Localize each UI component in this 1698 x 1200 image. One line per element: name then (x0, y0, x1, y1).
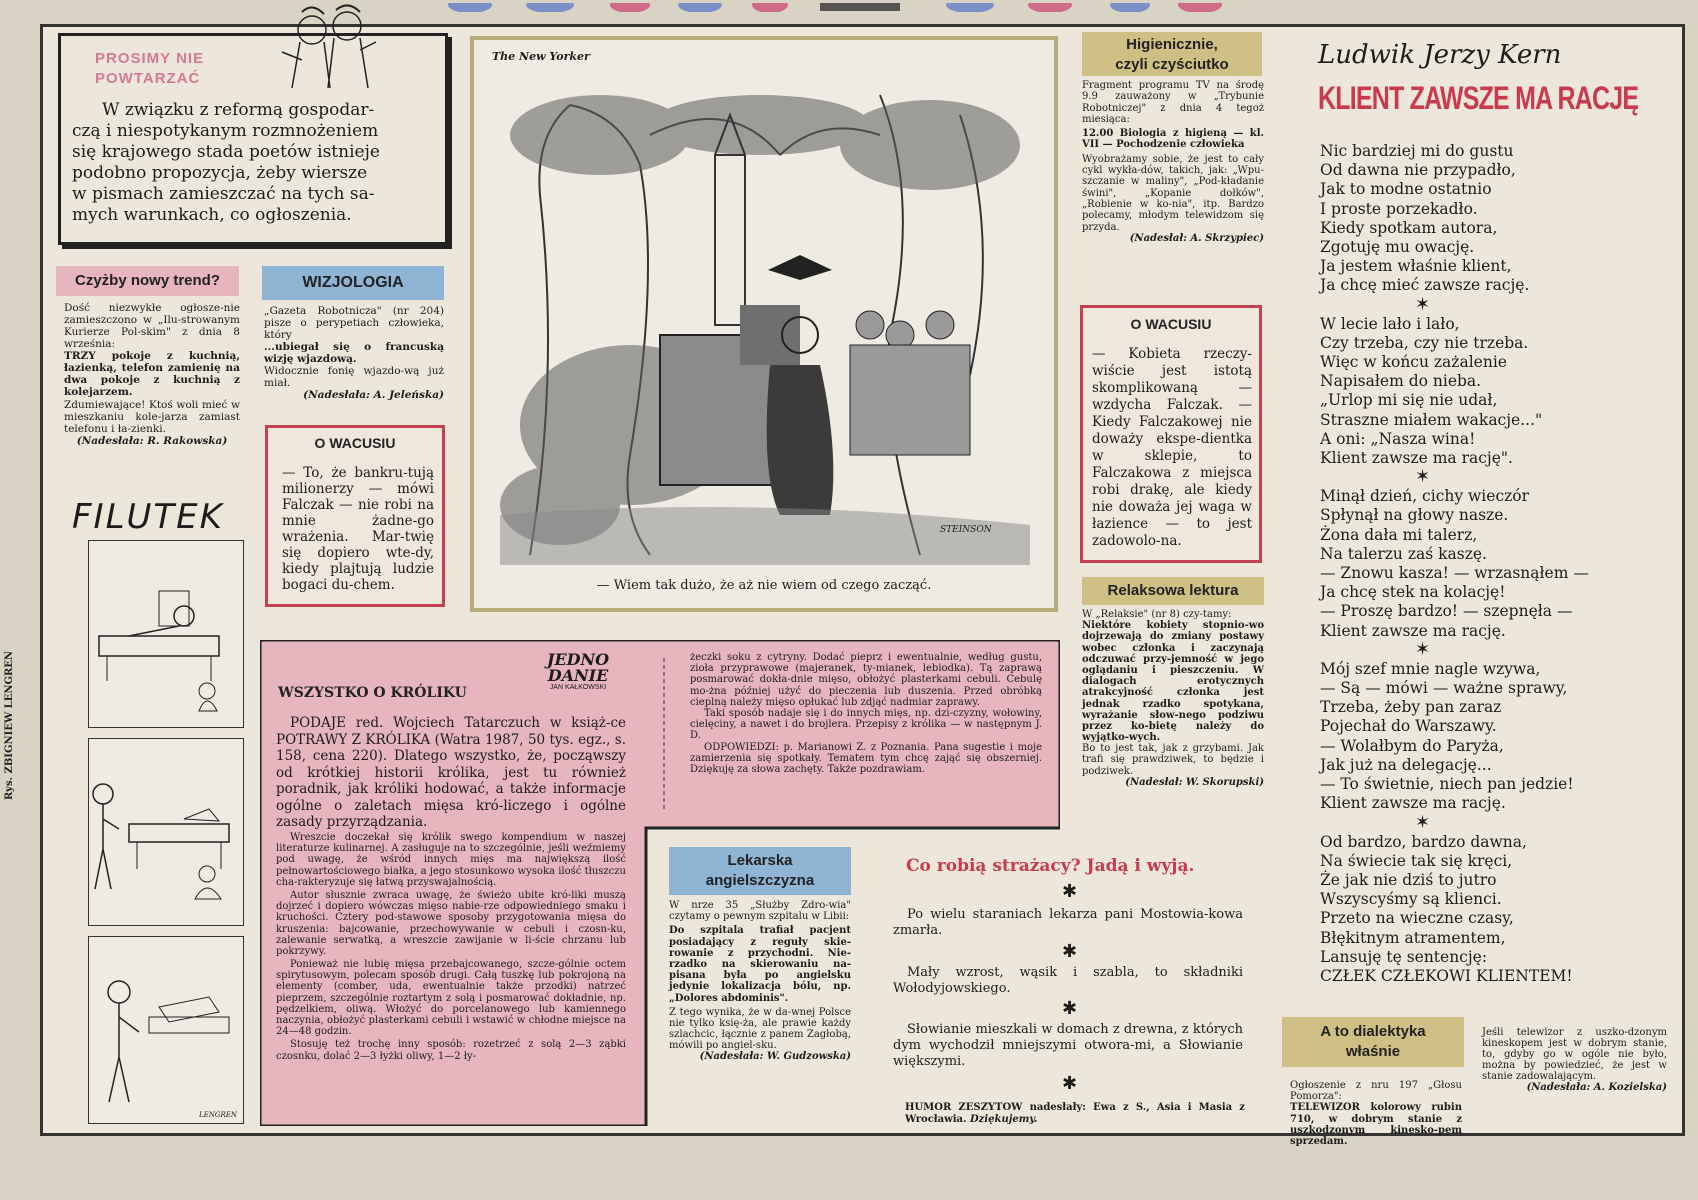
wizjologia-article (264, 305, 444, 402)
higiena-title-1: Higienicznie, (1126, 36, 1218, 53)
poem-line: Zgotuję mu owację. (1320, 238, 1475, 257)
relaks-title: Relaksowa lektura (1082, 577, 1264, 605)
cartoon-illustration (500, 75, 1030, 565)
lekarska-quote: Do szpitala trafiał pacjent posiadający z reguły skie-rowanie z przychodni. Nie-rzadko na skierowaniu na-pisana była po angielsku jedynie lokalizacja bólu, np. „Dolores abdominis". (669, 925, 851, 1004)
poem-stanza (1320, 833, 1670, 987)
wizjologia-sender: (Nadesłała: A. Jeleńska) (303, 389, 444, 402)
side-credit: Rys. ZBIGNIEW LENGREN (4, 650, 15, 800)
poem-line: Od dawna nie przypadło, (1320, 161, 1516, 180)
krolik-col2 (690, 652, 1042, 775)
higiena-comment: Wyobrażamy sobie, że jest to cały cykl wykła-dów, takich, jak: „Wpu-szczanie w maliny", „Pod-kładanie świni", „Kopanie dołków", „Robienie w ko-nia", itp. Bardzo polecamy, młodym telewidzom się przyda. (1082, 153, 1264, 233)
wacus2-text: — Kobieta rzeczy-wiście jest istotą skomplikowaną — wzdycha Falczak. — Kiedy Falczakowej nie doważy ekspe-dientka w sklepie, to Falczakowa z miejsca robi drakę, ale kiedy nie doważa jej waga w łazience — to jest zadowolo-na. (1092, 346, 1252, 549)
trend-article (64, 302, 240, 447)
krolik-logo-author: JAN KAŁKOWSKI (549, 684, 607, 691)
trend-intro: Dość niezwykłe ogłosze-nie zamieszczono w „Ilu-strowanym Kurierze Pol-skim" z dnia 8 września: (64, 302, 240, 351)
poem-line: Kiedy spotkam autora, (1320, 218, 1498, 237)
poem-line: — Znowu kasza! — wrzasnąłem — (1320, 564, 1589, 583)
krolik-col2b: Taki sposób nadaje się i do innych mięs, np. dzi-czyzny, wołowiny, cielęciny, a nawet i do brojlera. Przepisy z królika — w następnym J. D. (690, 707, 1042, 742)
dialekt-quote: TELEWIZOR kolorowy rubin 710, w dobrym stanie z uszkodzonym kinesko-pem sprzedam. (1290, 1102, 1462, 1147)
filutek-drawing-2 (89, 739, 243, 925)
poem-star: ✶ (1415, 811, 1431, 833)
lekarska-sender: (Nadesłała: W. Gudzowska) (699, 1051, 851, 1063)
dialekt-intro: Ogłoszenie z nru 197 „Głosu Pomorza": (1290, 1080, 1462, 1103)
wacus2-title: O WACUSIU (1130, 316, 1212, 332)
poem-line: I proste porzekadło. (1320, 199, 1478, 218)
krolik-para5: Stosuję też trochę inny sposób: rozetrzeć z solą 2—3 ząbki czosnku, dolać 2—3 łyżki oliwy, 1—2 ły- (276, 1039, 626, 1062)
krolik-logo-2: DANIE (547, 666, 609, 685)
krolik-para3: Autor słusznie zwraca uwagę, że świeżo ubite kró-liki muszą dojrzeć i dopiero wówczas mięso nabie-rze odpowiedniego smaku i kruchości. Cztery pod-stawowe sposoby przygotowania mięsa do kruszenia: bajcowanie, przechowywanie w cebuli i czosn-ku, zalewanie serwatką, a wreszcie zawijanie w li-ście chrzanu lub pokrzywy. (276, 889, 626, 957)
poem-line: — Są — mówi — ważne sprawy, (1320, 679, 1568, 698)
poem-line: — Wolałbym do Paryża, (1320, 736, 1504, 755)
higiena-intro: Fragment programu TV na środę 9.9 zauważony w „Trybunie Robotniczej" z dnia 4 tegoż miesiąca: (1082, 80, 1264, 125)
straz-star: ✱ (1062, 1073, 1078, 1094)
top-banner (440, 0, 1240, 12)
dialekt-sender: (Nadesłała: A. Kozielska) (1526, 1082, 1667, 1093)
krolik-col1 (276, 715, 626, 831)
filutek-signature: LENGREN (199, 1111, 237, 1119)
poem-line: Napisałem do nieba. (1320, 372, 1482, 391)
higiena-article (1082, 80, 1264, 244)
filutek-drawing-1 (89, 541, 243, 727)
straz-footer-lead: HUMOR ZESZYTOW nadesłały: Ewa z S., Asia i Masia z Wrocławia. (905, 1102, 1245, 1125)
wizjologia-intro: „Gazeta Robotnicza" (nr 204) pisze o perypetiach człowieka, który (264, 305, 444, 342)
straz-footer-thanks: Dziękujemy. (970, 1113, 1038, 1125)
lekarska-intro: W nrze 35 „Służby Zdro-wia" czytamy o pewnym szpitalu w Libii: (669, 900, 851, 923)
poem-stanza (1320, 660, 1670, 814)
poem-stanza (1320, 315, 1670, 469)
poem-line: A oni: „Nasza wina! (1320, 429, 1476, 448)
poem-line: Błękitnym atramentem, (1320, 928, 1506, 947)
poem-line: Przeto na wieczne czasy, (1320, 909, 1514, 928)
poem-line: „Urlop mi się nie udał, (1320, 391, 1498, 410)
poem-line: Lansuję tę sentencję: (1320, 947, 1488, 966)
poem-line: Czy trzeba, czy nie trzeba. (1320, 333, 1529, 352)
relaks-sender: (Nadesłał: W. Skorupski) (1125, 776, 1264, 788)
wizjologia-title: WIZJOLOGIA (262, 266, 444, 300)
dialekt-title-2: właśnie (1345, 1043, 1401, 1060)
poem-line: Więc w końcu zażalenie (1320, 353, 1507, 372)
prosimy-title-1: PROSIMY NIE (95, 50, 205, 67)
dialekt-title (1282, 1017, 1464, 1067)
higiena-title-2: czyli czyściutko (1115, 56, 1229, 73)
higiena-sender: (Nadesłał: A. Skrzypiec) (1129, 232, 1264, 244)
filutek-title: FILUTEK (72, 497, 224, 537)
higiena-quote: 12.00 Biologia z higieną — kl. VII — Pochodzenie człowieka (1082, 128, 1264, 151)
poem-line: Od bardzo, bardzo dawna, (1320, 832, 1527, 851)
trend-sender: (Nadesłała: R. Rakowska) (76, 434, 228, 447)
poem-line: Spłynął na głowy nasze. (1320, 506, 1509, 525)
dialekt-comment: Jeśli telewizor z uszko-dzonym kineskopem jest w dobrym stanie, to, gdyby go w ogóle nie było, można by powiedzieć, że jest w stanie zadowalającym. (1482, 1027, 1667, 1082)
poem-line: — Proszę bardzo! — szepnęła — (1320, 602, 1573, 621)
cartoon-signature: STEINSON (940, 525, 992, 535)
poem-star: ✶ (1415, 638, 1431, 660)
lekarska-title (669, 847, 851, 895)
relaks-article (1082, 609, 1264, 788)
krolik-col2a: żeczki soku z cytryny. Dodać pieprz i ewentualnie, według gustu, zioła przyprawowe (majeranek, ty-mianek, lebiodka). Tą zaprawą posmarować dokła-dnie mięso, obłożyć plasterkami cebuli. Cebulę mo-żna później użyć do pieczenia lub duszenia. Przed obróbką cieplną należy mięso opłukać lub zdjąć nadmiar zaprawy. (690, 652, 1042, 708)
prosimy-line: podobno propozycja, żeby wiersze (72, 163, 368, 183)
straz-title: Co robią strażacy? Jadą i wyją. (906, 856, 1195, 876)
poem-star: ✶ (1415, 293, 1431, 315)
poem-line: Mój szef mnie nagle wzywa, (1320, 659, 1541, 678)
poem-line: Żona dała mi talerz, (1320, 525, 1478, 544)
filutek-panel-3 (88, 936, 244, 1124)
relaks-quote: Niektóre kobiety stopnio-wo dojrzewają do zmiany postawy wobec członka i zaczynają odczuwać przy-jemność w jego oglądaniu i pieszczeniu. W dialogach erotycznych atrakcyjność członka jest jednak rzadko spotykana, wyrażanie słow-nego podziwu przez ko-bietę należy do wyjątko-wych. (1082, 620, 1264, 744)
poem-line: Jak to modne ostatnio (1320, 180, 1492, 199)
krolik-para2: Wreszcie doczekał się królik swego kompendium w naszej literaturze kulinarnej. A zasługuje na to szczególnie, jeśli weźmiemy pod uwagę, że wśród innych mięs ma największą ilość pełnowartościowego białka, a jego stosunkowo wysoka ilość tłuszczu cha-rakteryzuje się łatwą przyswajalnością. (276, 832, 626, 888)
prosimy-line: się krajowego stada poetów istnieje (72, 142, 380, 162)
poem-star: ✶ (1415, 466, 1431, 488)
trend-title: Czyżby nowy trend? (56, 266, 239, 296)
poem-line: Klient zawsze ma rację. (1320, 794, 1506, 813)
lekarska-article (669, 900, 851, 1063)
poem-line: Ja chcę mieć zawsze rację. (1320, 276, 1530, 295)
poem-line: Pojechał do Warszawy. (1320, 717, 1497, 736)
poem-line: Trzeba, żeby pan zaraz (1320, 698, 1502, 717)
prosimy-title-2: POWTARZAĆ (95, 70, 201, 87)
poem-line: Ja jestem właśnie klient, (1320, 257, 1512, 276)
wizjologia-comment: Widocznie fonię wjazdo-wą już miał. (264, 365, 444, 390)
banner-letters (440, 3, 1240, 12)
straz-item-2: Mały wzrost, wąsik i szabla, to składniki Wołodyjowskiego. (893, 965, 1243, 996)
straz-star: ✱ (1062, 998, 1078, 1019)
prosimy-body (72, 100, 432, 226)
krolik-logo-1: JEDNO (546, 650, 610, 669)
prosimy-illustration (272, 2, 382, 90)
poem-line: Na talerzu zaś kaszę. (1320, 544, 1487, 563)
relaks-intro: W „Relaksie" (nr 8) czy-tamy: (1082, 609, 1232, 620)
poem-line: CZŁEK CZŁEKOWI KLIENTEM! (1320, 966, 1573, 985)
poem-stanza (1320, 487, 1670, 641)
krolik-para4: Ponieważ nie lubię mięsa przebajcowanego, szcze-gólnie octem spirytusowym, polecam sposób drugi. Całą tuszkę lub pokrojoną na elementy (comber, uda, ewentualnie także przodki) natrzeć pieprzem, szczególnie roztartym z solą i posmarować dokładnie, np. pędzelkiem, oliwą. Włożyć do porcelanowego lub kamiennego naczynia, obłożyć plasterkami cebuli i wstawić w chłodne miejsce na 24—48 godzin. (276, 959, 626, 1038)
wizjologia-quote: ...ubiegał się o francuską wizję wjazdową. (264, 341, 444, 366)
prosimy-line: W związku z reformą gospodar- (102, 100, 375, 120)
dialekt-col1 (1290, 1080, 1462, 1147)
straz-star: ✱ (1062, 881, 1078, 902)
trend-comment: Zdumiewające! Ktoś woli mieć w mieszkaniu kole-jarza zamiast telefonu i ła-zienki. (64, 398, 240, 435)
lekarska-title-2: angielszczyzna (705, 872, 815, 889)
straz-item-3: Słowianie mieszkali w domach z drewna, z których dym wychodził mniejszymi otwora-mi, a Słowianie większymi. (893, 1022, 1243, 1069)
poem-line: Minął dzień, cichy wieczór (1320, 487, 1530, 506)
poem-line: — To świetnie, niech pan jedzie! (1320, 775, 1574, 794)
poem-line: Że jak nie dziś to jutro (1320, 870, 1497, 889)
trend-quote: TRZY pokoje z kuchnią, łazienką, telefon zamienię na dwa pokoje z kuchnią z kolejarzem. (64, 350, 240, 399)
poem-line: Wszyscyśmy są klienci. (1320, 890, 1502, 909)
poem-line: Klient zawsze ma rację. (1320, 621, 1506, 640)
krolik-title: WSZYSTKO O KRÓLIKU (278, 685, 467, 701)
poem-author: Ludwik Jerzy Kern (1318, 40, 1562, 70)
poem-line: Jak już na delegację... (1320, 755, 1492, 774)
straz-item-1: Po wielu staraniach lekarza pani Mostowia-kowa zmarła. (893, 907, 1243, 938)
higiena-title (1082, 32, 1262, 76)
krolik-col2c: ODPOWIEDZI: p. Marianowi Z. z Poznania. Pana sugestie i moje zamierzenia się spotkały. Tematem tym chcę zająć się obszerniej. Dziękuję za słowa zachęty. Także pozdrawiam. (690, 741, 1042, 775)
krolik-col1-lower (276, 832, 626, 1062)
poem-line: Na świecie tak się kręci, (1320, 851, 1513, 870)
filutek-panel-2 (88, 738, 244, 926)
poem-line: Ja chcę stek na kolację! (1320, 583, 1506, 602)
wacus1-text: — To, że bankru-tują milionerzy — mówi Falczak — nie robi na mnie żadne-go wrażenia. Mar-twię się dopiero wte-dy, kiedy plajtują ludzie bogaci du-chem. (282, 465, 434, 593)
filutek-drawing-3 (89, 937, 243, 1123)
prosimy-line: w pismach zamieszczać na tych sa- (72, 184, 375, 204)
poem-title: KLIENT ZAWSZE MA RACJĘ (1318, 80, 1639, 116)
poem-line: Straszne miałem wakacje..." (1320, 410, 1543, 429)
relaks-comment: Bo to jest tak, jak z grzybami. Jak trafi się prawdziwek, to będzie i podziwek. (1082, 743, 1264, 777)
dialekt-col2 (1482, 1027, 1667, 1093)
wacus1-title: O WACUSIU (314, 435, 396, 451)
lekarska-comment: Z tego wynika, że w da-wnej Polsce nie tylko księ-ża, ale prawie każdy szlachcic, łącznie z panem Zagłobą, mówili po angiel-sku. (669, 1006, 851, 1052)
poem-line: Nic bardziej mi do gustu (1320, 142, 1514, 160)
poem-body (1320, 142, 1670, 986)
prosimy-line: mych warunkach, co ogłoszenia. (72, 205, 352, 225)
straz-star: ✱ (1062, 941, 1078, 962)
poem-line: Klient zawsze ma rację". (1320, 449, 1513, 468)
cartoon-source: The New Yorker (492, 50, 590, 63)
lekarska-title-1: Lekarska (727, 852, 793, 869)
poem-line: W lecie lało i lało, (1320, 314, 1460, 333)
krolik-logo (536, 652, 620, 691)
poem-stanza (1320, 142, 1670, 296)
cartoon-caption: — Wiem tak dużo, że aż nie wiem od czego zacząć. (596, 578, 932, 593)
dialekt-title-1: A to dialektyka (1320, 1023, 1426, 1040)
prosimy-line: czą i niespotykanym rozmnożeniem (72, 121, 379, 141)
straz-footer (905, 1102, 1245, 1125)
filutek-panel-1 (88, 540, 244, 728)
krolik-para1: PODAJE red. Wojciech Tatarczuch w książ-ce POTRAWY Z KRÓLIKA (Watra 1987, 50 tys. egz., s. 158, cena 220). Dlatego wszystko, że, począwszy od krótkiej historii królika, jest tu również poradnik, jak króliki hodować, a także informacje ogólne o zaletach mięsa kró-liczego i ogólne zasady przyrządzania. (276, 715, 626, 830)
